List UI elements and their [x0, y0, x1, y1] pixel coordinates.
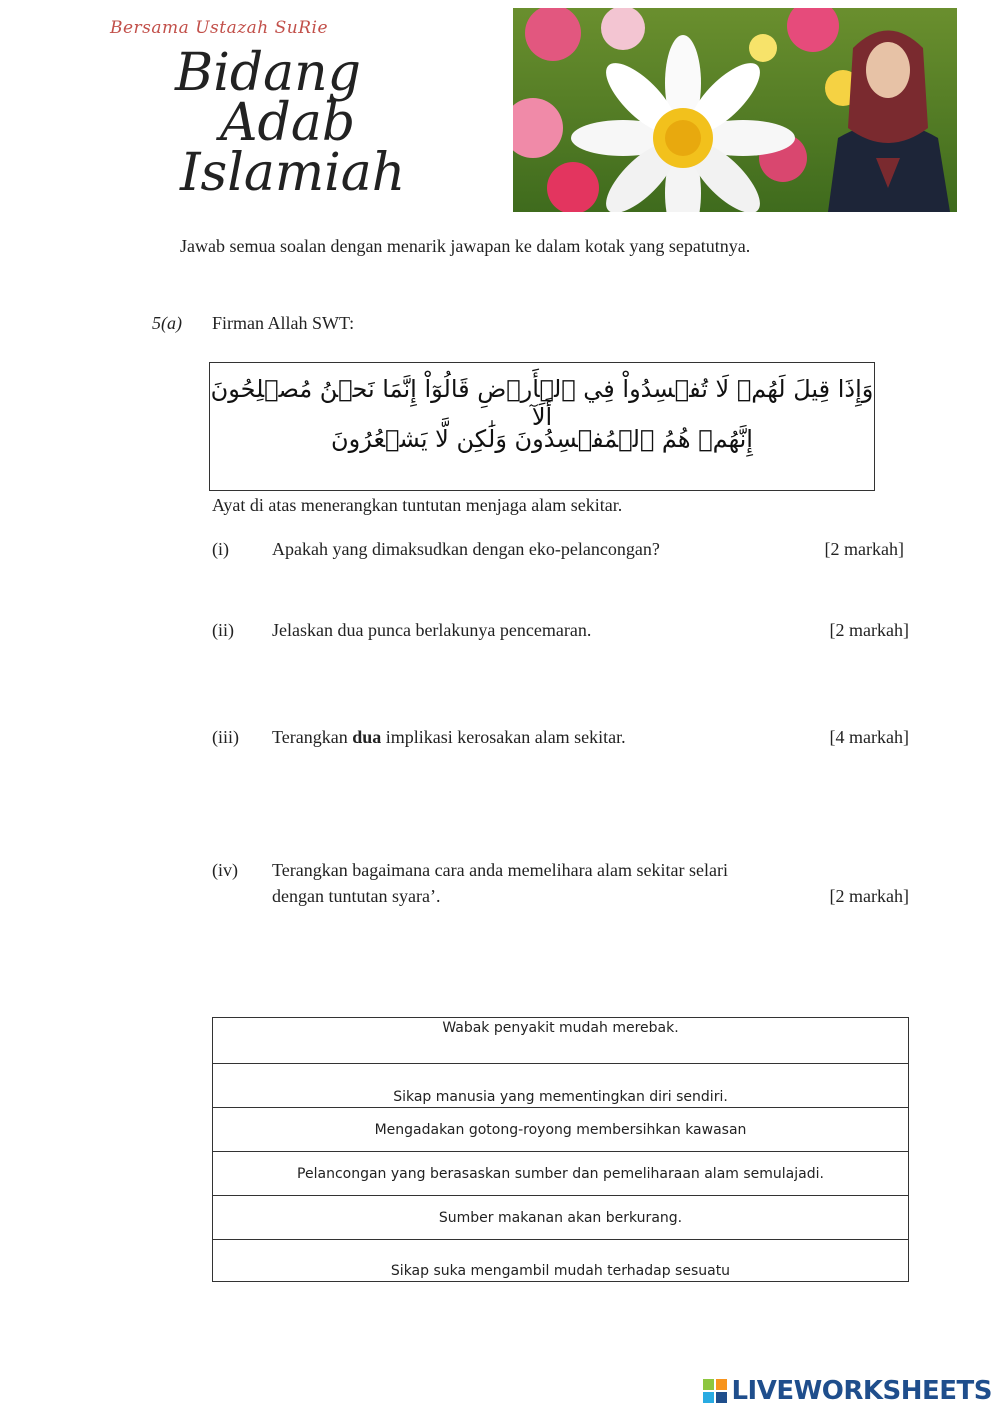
part-ii-marks: [2 markah] — [829, 620, 909, 640]
question-number: 5(a) — [152, 313, 182, 333]
answer-option-4[interactable]: Pelancongan yang berasaskan sumber dan pemeliharaan alam semulajadi. — [213, 1152, 909, 1196]
part-iii-text-before: Terangkan — [272, 727, 353, 747]
liveworksheets-icon — [703, 1379, 727, 1403]
answer-option-6[interactable]: Sikap suka mengambil mudah terhadap sesuatu — [213, 1240, 909, 1282]
header-banner-image — [513, 8, 957, 212]
liveworksheets-logo[interactable] — [703, 1376, 992, 1406]
part-iv-marks: [2 markah] — [829, 886, 909, 906]
instruction-text: Jawab semua soalan dengan menarik jawapan ke dalam kotak yang sepatutnya. — [180, 236, 751, 256]
part-ii-text: Jelaskan dua punca berlakunya pencemaran. — [272, 620, 592, 640]
part-iii-text-after: implikasi kerosakan alam sekitar. — [381, 727, 626, 747]
question-heading: Firman Allah SWT: — [212, 313, 355, 333]
answer-option-1[interactable]: Wabak penyakit mudah merebak. — [213, 1018, 909, 1064]
verse-note: Ayat di atas menerangkan tuntutan menjaga alam sekitar. — [212, 495, 623, 515]
part-iv-text-line-1: Terangkan bagaimana cara anda memelihara alam sekitar selari — [272, 860, 728, 880]
answer-option-5[interactable]: Sumber makanan akan berkurang. — [213, 1196, 909, 1240]
brand-title-line-2: Adab — [220, 93, 356, 153]
flower-photo — [513, 8, 957, 212]
part-i-number: (i) — [212, 539, 229, 559]
answer-option-2[interactable]: Sikap manusia yang mementingkan diri sendiri. — [213, 1064, 909, 1108]
quran-verse-line-1: وَإِذَا قِيلَ لَهُمۡ لَا تُفۡسِدُواْ فِي ٱلۡأَرۡضِ قَالُوٓاْ إِنَّمَا نَحۡنُ مُصۡلِحُونَ أَلَآ — [210, 375, 874, 431]
part-i-text: Apakah yang dimaksudkan dengan eko-pelancongan? — [272, 539, 660, 559]
part-iii-marks: [4 markah] — [829, 727, 909, 747]
brand-subtitle: Bersama Ustazah SuRie — [110, 18, 329, 38]
part-iv-text-line-2: dengan tuntutan syara’. — [272, 886, 441, 906]
quran-verse-box — [209, 362, 875, 491]
brand-title-line-1: Bidang — [175, 43, 361, 103]
part-iii-number: (iii) — [212, 727, 239, 747]
brand-title — [175, 43, 475, 203]
answer-option-3[interactable]: Mengadakan gotong-royong membersihkan kawasan — [213, 1108, 909, 1152]
quran-verse-line-2: إِنَّهُمۡ هُمُ ٱلۡمُفۡسِدُونَ وَلَٰكِن لَّا يَشۡعُرُونَ — [331, 425, 753, 453]
part-iii-text — [272, 727, 626, 748]
liveworksheets-logo-text: LIVEWORKSHEETS — [731, 1376, 992, 1406]
part-iii-text-bold: dua — [352, 727, 382, 747]
part-ii-number: (ii) — [212, 620, 234, 640]
answer-options-table — [212, 1017, 909, 1282]
part-i-marks: [2 markah] — [824, 539, 904, 559]
part-iv-number: (iv) — [212, 860, 238, 880]
brand-title-line-3: Islamiah — [180, 143, 406, 203]
